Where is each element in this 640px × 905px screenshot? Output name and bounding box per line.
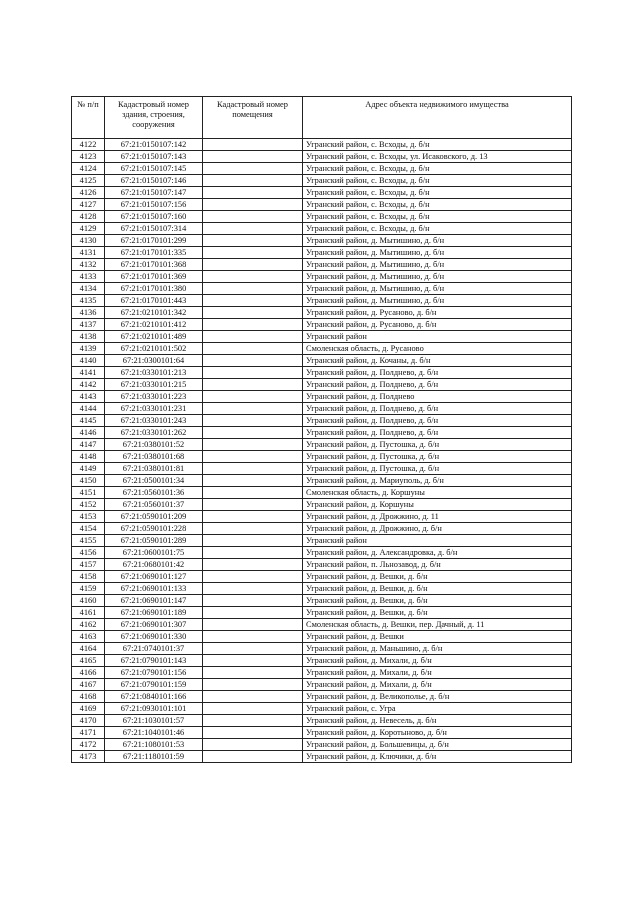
table-row — [72, 643, 572, 655]
room-number — [203, 499, 303, 511]
row-number: 4154 — [72, 523, 105, 535]
table-row — [72, 715, 572, 727]
room-number — [203, 667, 303, 679]
cadastral-number: 67:21:0150107:160 — [105, 211, 203, 223]
address: Угранский район, д. Вешки, д. б/н — [303, 583, 572, 595]
table-row — [72, 151, 572, 163]
row-number: 4155 — [72, 535, 105, 547]
table-row — [72, 535, 572, 547]
table-row — [72, 271, 572, 283]
room-number — [203, 547, 303, 559]
table-row — [72, 511, 572, 523]
row-number: 4165 — [72, 655, 105, 667]
table-row — [72, 211, 572, 223]
cadastral-number: 67:21:0170101:368 — [105, 259, 203, 271]
address: Угранский район, д. Вешки, д. б/н — [303, 571, 572, 583]
table-row — [72, 295, 572, 307]
room-number — [203, 367, 303, 379]
table-row — [72, 379, 572, 391]
cadastral-number: 67:21:0170101:299 — [105, 235, 203, 247]
room-number — [203, 619, 303, 631]
cadastral-number: 67:21:0500101:34 — [105, 475, 203, 487]
row-number: 4132 — [72, 259, 105, 271]
room-number — [203, 199, 303, 211]
room-number — [203, 427, 303, 439]
table-row — [72, 583, 572, 595]
cadastral-number: 67:21:0150107:145 — [105, 163, 203, 175]
cadastral-number: 67:21:0170101:380 — [105, 283, 203, 295]
property-registry-table — [71, 96, 572, 763]
room-number — [203, 463, 303, 475]
row-number: 4126 — [72, 187, 105, 199]
room-number — [203, 751, 303, 763]
cadastral-number: 67:21:0330101:243 — [105, 415, 203, 427]
cadastral-number: 67:21:0560101:36 — [105, 487, 203, 499]
row-number: 4171 — [72, 727, 105, 739]
address: Угранский район, п. Льнозавод, д. б/н — [303, 559, 572, 571]
row-number: 4139 — [72, 343, 105, 355]
address: Угранский район, д. Великополье, д. б/н — [303, 691, 572, 703]
header-number: № п/п — [72, 97, 105, 139]
cadastral-number: 67:21:0380101:81 — [105, 463, 203, 475]
row-number: 4158 — [72, 571, 105, 583]
address: Угранский район, д. Вешки, д. б/н — [303, 607, 572, 619]
room-number — [203, 295, 303, 307]
address: Угранский район, д. Большевицы, д. б/н — [303, 739, 572, 751]
address: Угранский район, с. Всходы, д. б/н — [303, 199, 572, 211]
room-number — [203, 571, 303, 583]
table-row — [72, 187, 572, 199]
table-row — [72, 703, 572, 715]
room-number — [203, 331, 303, 343]
cadastral-number: 67:21:0840101:166 — [105, 691, 203, 703]
room-number — [203, 643, 303, 655]
cadastral-number: 67:21:0690101:189 — [105, 607, 203, 619]
cadastral-number: 67:21:0150107:142 — [105, 139, 203, 151]
cadastral-number: 67:21:0690101:133 — [105, 583, 203, 595]
table-row — [72, 655, 572, 667]
cadastral-number: 67:21:0600101:75 — [105, 547, 203, 559]
address: Угранский район, д. Полднево, д. б/н — [303, 427, 572, 439]
address: Угранский район, д. Мариуполь, д. б/н — [303, 475, 572, 487]
row-number: 4149 — [72, 463, 105, 475]
cadastral-number: 67:21:0380101:68 — [105, 451, 203, 463]
row-number: 4162 — [72, 619, 105, 631]
address: Угранский район, д. Полднево — [303, 391, 572, 403]
row-number: 4130 — [72, 235, 105, 247]
table-row — [72, 595, 572, 607]
address: Угранский район, д. Мытишино, д. б/н — [303, 295, 572, 307]
cadastral-number: 67:21:0590101:289 — [105, 535, 203, 547]
table-row — [72, 463, 572, 475]
cadastral-number: 67:21:0690101:147 — [105, 595, 203, 607]
row-number: 4172 — [72, 739, 105, 751]
room-number — [203, 355, 303, 367]
room-number — [203, 235, 303, 247]
room-number — [203, 655, 303, 667]
table-row — [72, 679, 572, 691]
cadastral-number: 67:21:0590101:228 — [105, 523, 203, 535]
table-row — [72, 631, 572, 643]
address: Угранский район, д. Полднево, д. б/н — [303, 379, 572, 391]
room-number — [203, 343, 303, 355]
row-number: 4134 — [72, 283, 105, 295]
table-row — [72, 487, 572, 499]
address: Угранский район, с. Угра — [303, 703, 572, 715]
room-number — [203, 319, 303, 331]
address: Угранский район, д. Михали, д. б/н — [303, 655, 572, 667]
address: Угранский район, с. Всходы, д. б/н — [303, 211, 572, 223]
address: Угранский район, д. Ключики, д. б/н — [303, 751, 572, 763]
table-row — [72, 235, 572, 247]
address: Угранский район, с. Всходы, д. б/н — [303, 139, 572, 151]
room-number — [203, 739, 303, 751]
row-number: 4143 — [72, 391, 105, 403]
address: Угранский район, с. Всходы, д. б/н — [303, 175, 572, 187]
room-number — [203, 727, 303, 739]
address: Угранский район, д. Пустошка, д. б/н — [303, 439, 572, 451]
cadastral-number: 67:21:0150107:156 — [105, 199, 203, 211]
row-number: 4146 — [72, 427, 105, 439]
header-cadastral-room: Кадастровый номер помещения — [203, 97, 303, 139]
table-row — [72, 391, 572, 403]
table-row — [72, 475, 572, 487]
room-number — [203, 307, 303, 319]
room-number — [203, 391, 303, 403]
cadastral-number: 67:21:0790101:156 — [105, 667, 203, 679]
cadastral-number: 67:21:0330101:231 — [105, 403, 203, 415]
row-number: 4137 — [72, 319, 105, 331]
address: Угранский район, д. Полднево, д. б/н — [303, 415, 572, 427]
table-row — [72, 619, 572, 631]
table-row — [72, 355, 572, 367]
row-number: 4129 — [72, 223, 105, 235]
cadastral-number: 67:21:0590101:209 — [105, 511, 203, 523]
cadastral-number: 67:21:0330101:215 — [105, 379, 203, 391]
address: Угранский район, с. Всходы, ул. Исаковского, д. 13 — [303, 151, 572, 163]
row-number: 4166 — [72, 667, 105, 679]
cadastral-number: 67:21:0150107:314 — [105, 223, 203, 235]
row-number: 4133 — [72, 271, 105, 283]
row-number: 4167 — [72, 679, 105, 691]
cadastral-number: 67:21:0380101:52 — [105, 439, 203, 451]
table-row — [72, 307, 572, 319]
address: Угранский район, д. Русаново, д. б/н — [303, 307, 572, 319]
row-number: 4163 — [72, 631, 105, 643]
cadastral-number: 67:21:0150107:147 — [105, 187, 203, 199]
room-number — [203, 607, 303, 619]
table-row — [72, 175, 572, 187]
cadastral-number: 67:21:1080101:53 — [105, 739, 203, 751]
address: Угранский район, д. Коротыново, д. б/н — [303, 727, 572, 739]
cadastral-number: 67:21:1030101:57 — [105, 715, 203, 727]
table-row — [72, 403, 572, 415]
row-number: 4164 — [72, 643, 105, 655]
address: Угранский район, д. Мытишино, д. б/н — [303, 283, 572, 295]
row-number: 4136 — [72, 307, 105, 319]
address: Угранский район, д. Мытишино, д. б/н — [303, 247, 572, 259]
table-body — [72, 139, 572, 763]
room-number — [203, 631, 303, 643]
cadastral-number: 67:21:0740101:37 — [105, 643, 203, 655]
address: Смоленская область, д. Вешки, пер. Дачный, д. 11 — [303, 619, 572, 631]
room-number — [203, 175, 303, 187]
room-number — [203, 703, 303, 715]
table-row — [72, 439, 572, 451]
cadastral-number: 67:21:0330101:213 — [105, 367, 203, 379]
address: Угранский район, с. Всходы, д. б/н — [303, 163, 572, 175]
table-row — [72, 739, 572, 751]
address: Угранский район, д. Кочаны, д. б/н — [303, 355, 572, 367]
row-number: 4138 — [72, 331, 105, 343]
cadastral-number: 67:21:0170101:443 — [105, 295, 203, 307]
address: Угранский район, д. Русаново, д. б/н — [303, 319, 572, 331]
table-row — [72, 139, 572, 151]
row-number: 4148 — [72, 451, 105, 463]
room-number — [203, 451, 303, 463]
row-number: 4131 — [72, 247, 105, 259]
room-number — [203, 679, 303, 691]
cadastral-number: 67:21:1040101:46 — [105, 727, 203, 739]
address: Угранский район, д. Коршуны — [303, 499, 572, 511]
table-row — [72, 343, 572, 355]
row-number: 4135 — [72, 295, 105, 307]
address: Угранский район, д. Полднево, д. б/н — [303, 367, 572, 379]
row-number: 4128 — [72, 211, 105, 223]
room-number — [203, 139, 303, 151]
address: Угранский район, д. Александровка, д. б/н — [303, 547, 572, 559]
row-number: 4142 — [72, 379, 105, 391]
table-row — [72, 367, 572, 379]
room-number — [203, 403, 303, 415]
cadastral-number: 67:21:0210101:502 — [105, 343, 203, 355]
table-row — [72, 283, 572, 295]
address: Угранский район, д. Мытишино, д. б/н — [303, 235, 572, 247]
address: Угранский район, д. Дрожжино, д. б/н — [303, 523, 572, 535]
room-number — [203, 583, 303, 595]
address: Угранский район, д. Вешки — [303, 631, 572, 643]
cadastral-number: 67:21:0170101:335 — [105, 247, 203, 259]
address: Угранский район, д. Маньшино, д. б/н — [303, 643, 572, 655]
cadastral-number: 67:21:0330101:223 — [105, 391, 203, 403]
room-number — [203, 247, 303, 259]
table-row — [72, 331, 572, 343]
cadastral-number: 67:21:0330101:262 — [105, 427, 203, 439]
room-number — [203, 475, 303, 487]
address: Угранский район, д. Михали, д. б/н — [303, 667, 572, 679]
cadastral-number: 67:21:0790101:159 — [105, 679, 203, 691]
address: Угранский район, д. Дрожжино, д. 11 — [303, 511, 572, 523]
row-number: 4140 — [72, 355, 105, 367]
room-number — [203, 187, 303, 199]
table-row — [72, 163, 572, 175]
row-number: 4145 — [72, 415, 105, 427]
header-address: Адрес объекта недвижимого имущества — [303, 97, 572, 139]
address: Угранский район — [303, 331, 572, 343]
room-number — [203, 691, 303, 703]
address: Угранский район, д. Михали, д. б/н — [303, 679, 572, 691]
cadastral-number: 67:21:0300101:64 — [105, 355, 203, 367]
address: Угранский район, с. Всходы, д. б/н — [303, 187, 572, 199]
table-row — [72, 547, 572, 559]
table-row — [72, 571, 572, 583]
address: Угранский район — [303, 535, 572, 547]
row-number: 4169 — [72, 703, 105, 715]
row-number: 4156 — [72, 547, 105, 559]
row-number: 4144 — [72, 403, 105, 415]
table-row — [72, 523, 572, 535]
address: Смоленская область, д. Русаново — [303, 343, 572, 355]
row-number: 4173 — [72, 751, 105, 763]
table-row — [72, 559, 572, 571]
room-number — [203, 163, 303, 175]
table-row — [72, 667, 572, 679]
row-number: 4150 — [72, 475, 105, 487]
cadastral-number: 67:21:0150107:146 — [105, 175, 203, 187]
room-number — [203, 487, 303, 499]
table-row — [72, 259, 572, 271]
cadastral-number: 67:21:0790101:143 — [105, 655, 203, 667]
cadastral-number: 67:21:0210101:342 — [105, 307, 203, 319]
row-number: 4125 — [72, 175, 105, 187]
address: Угранский район, д. Полднево, д. б/н — [303, 403, 572, 415]
row-number: 4153 — [72, 511, 105, 523]
address: Угранский район, д. Мытишино, д. б/н — [303, 271, 572, 283]
row-number: 4161 — [72, 607, 105, 619]
cadastral-number: 67:21:0930101:101 — [105, 703, 203, 715]
row-number: 4122 — [72, 139, 105, 151]
room-number — [203, 511, 303, 523]
table-row — [72, 451, 572, 463]
table-row — [72, 427, 572, 439]
cadastral-number: 67:21:0560101:37 — [105, 499, 203, 511]
table-row — [72, 691, 572, 703]
room-number — [203, 595, 303, 607]
table-row — [72, 415, 572, 427]
row-number: 4141 — [72, 367, 105, 379]
cadastral-number: 67:21:0210101:412 — [105, 319, 203, 331]
address: Смоленская область, д. Коршуны — [303, 487, 572, 499]
room-number — [203, 151, 303, 163]
address: Угранский район, д. Мытишино, д. б/н — [303, 259, 572, 271]
cadastral-number: 67:21:0690101:307 — [105, 619, 203, 631]
room-number — [203, 211, 303, 223]
cadastral-number: 67:21:0150107:143 — [105, 151, 203, 163]
table-row — [72, 247, 572, 259]
row-number: 4151 — [72, 487, 105, 499]
table-header-row — [72, 97, 572, 139]
table-row — [72, 199, 572, 211]
cadastral-number: 67:21:0210101:489 — [105, 331, 203, 343]
row-number: 4157 — [72, 559, 105, 571]
room-number — [203, 415, 303, 427]
cadastral-number: 67:21:1180101:59 — [105, 751, 203, 763]
room-number — [203, 523, 303, 535]
room-number — [203, 559, 303, 571]
room-number — [203, 379, 303, 391]
table-row — [72, 727, 572, 739]
row-number: 4127 — [72, 199, 105, 211]
address: Угранский район, д. Невесель, д. б/н — [303, 715, 572, 727]
address: Угранский район, д. Вешки, д. б/н — [303, 595, 572, 607]
room-number — [203, 535, 303, 547]
address: Угранский район, д. Пустошка, д. б/н — [303, 463, 572, 475]
room-number — [203, 715, 303, 727]
table-row — [72, 223, 572, 235]
address: Угранский район, с. Всходы, д. б/н — [303, 223, 572, 235]
table-row — [72, 499, 572, 511]
table-row — [72, 751, 572, 763]
room-number — [203, 271, 303, 283]
row-number: 4123 — [72, 151, 105, 163]
cadastral-number: 67:21:0690101:330 — [105, 631, 203, 643]
row-number: 4170 — [72, 715, 105, 727]
row-number: 4124 — [72, 163, 105, 175]
row-number: 4160 — [72, 595, 105, 607]
row-number: 4159 — [72, 583, 105, 595]
room-number — [203, 223, 303, 235]
room-number — [203, 283, 303, 295]
cadastral-number: 67:21:0170101:369 — [105, 271, 203, 283]
table-row — [72, 319, 572, 331]
address: Угранский район, д. Пустошка, д. б/н — [303, 451, 572, 463]
cadastral-number: 67:21:0680101:42 — [105, 559, 203, 571]
header-cadastral-building: Кадастровый номер здания, строения, сооружения — [105, 97, 203, 139]
cadastral-number: 67:21:0690101:127 — [105, 571, 203, 583]
row-number: 4147 — [72, 439, 105, 451]
room-number — [203, 259, 303, 271]
row-number: 4168 — [72, 691, 105, 703]
row-number: 4152 — [72, 499, 105, 511]
table-row — [72, 607, 572, 619]
room-number — [203, 439, 303, 451]
